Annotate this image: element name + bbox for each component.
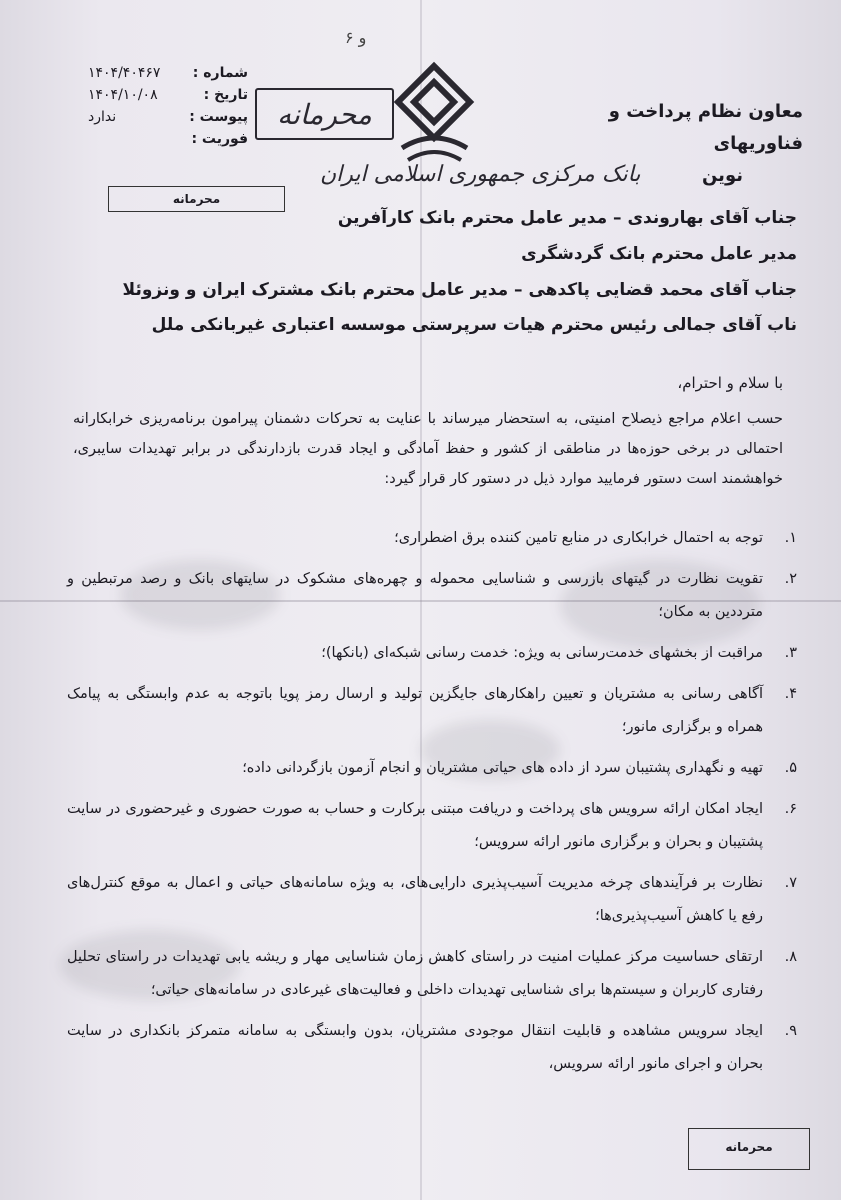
item-number: ۶. (784, 801, 797, 817)
list-item (67, 678, 797, 744)
department-title (543, 96, 803, 192)
list-item (67, 752, 797, 785)
date-label: تاریخ : (203, 87, 248, 103)
number-value: ۱۴۰۴/۴۰۴۶۷ (88, 65, 161, 81)
item-text: ایجاد امکان ارائه سرویس های پرداخت و دریافت مبتنی برکارت و حساب به صورت حضوری و غیرحضوری در سایت پشتیبان و بحران و برگزاری مانور ارائه سرویس؛ (67, 801, 763, 850)
list-item (67, 637, 797, 670)
addressee-1: جناب آقای بهاروندی – مدیر عامل محترم بانک کارآفرین (337, 208, 797, 228)
list-item (67, 563, 797, 629)
date-value: ۱۴۰۴/۱۰/۰۸ (88, 87, 158, 103)
classification-box-top: محرمانه (108, 186, 285, 212)
addressee-2: مدیر عامل محترم بانک گردشگری (521, 244, 797, 264)
item-number: ۳. (784, 645, 797, 661)
intro-paragraph: حسب اعلام مراجع ذیصلاح امنیتی، به استحضار میرساند با عنایت به تحرکات دشمنان پیرامون برنامه‌ریزی خرابکارانه احتمالی در برخی حوزه‌ها در مناطقی از کشور و حفظ آمادگی و ایجاد قدرت بازدارندگی در برابر تهدیدات سایبری، خواهشمند است دستور فرمایید موارد ذیل در دستور کار قرار گیرد: (73, 411, 783, 487)
item-text: تقویت نظارت در گیتهای بازرسی و شناسایی محموله و چهره‌های مشکوک در سایتهای بانک و رصد مرتبطین و مترددین به مکان؛ (67, 571, 763, 620)
list-item (67, 867, 797, 933)
meta-attachment (88, 106, 248, 128)
list-item (67, 1015, 797, 1081)
greeting: با سلام و احترام، (677, 374, 783, 392)
item-number: ۱. (784, 530, 797, 546)
action-items-list (67, 522, 797, 1089)
item-number: ۲. (784, 571, 797, 587)
item-text: ارتقای حساسیت مرکز عملیات امنیت در راستای کاهش زمان شناسایی مهار و ریشه یابی تهدیدات در راستای تحلیل رفتاری کاربران و سیستم‌ها برای شناسایی تهدیدات داخلی و فعالیت‌های غیرعادی در سامانه‌های حیاتی؛ (67, 949, 763, 998)
list-item (67, 793, 797, 859)
item-number: ۸. (784, 949, 797, 965)
top-mark: و ۶ (345, 28, 367, 47)
item-text: ایجاد سرویس مشاهده و قابلیت انتقال موجودی مشتریان، بدون وابستگی به سامانه متمرکز بانکداری در سایت بحران و اجرای مانور ارائه سرویس، (67, 1023, 763, 1072)
item-text: مراقبت از بخشهای خدمت‌رسانی به ویژه: خدمت رسانی شبکه‌ای (بانکها)؛ (321, 645, 763, 661)
meta-number (88, 62, 248, 84)
item-text: آگاهی رسانی به مشتریان و تعیین راهکارهای جایگزین تولید و ارسال رمز پویا باتوجه به عدم وابستگی به پیامک همراه و برگزاری مانور؛ (67, 686, 763, 735)
classification-box-bottom: محرمانه (688, 1128, 810, 1170)
item-number: ۵. (784, 760, 797, 776)
attachment-label: پیوست : (189, 109, 248, 125)
department-line2: نوین (701, 165, 743, 186)
meta-urgency (88, 128, 248, 150)
department-line1: معاون نظام پرداخت و فناوریهای (608, 101, 803, 154)
list-item (67, 941, 797, 1007)
addressee-4: ناب آقای جمالی رئیس محترم هیات سرپرستی موسسه اعتباری غیربانکی ملل (151, 315, 797, 335)
item-text: نظارت بر فرآیندهای چرخه مدیریت آسیب‌پذیری دارایی‌های، به ویژه سامانه‌های حیاتی و اعمال به موقع کنترل‌های رفع یا کاهش آسیب‌پذیری‌ها؛ (67, 875, 763, 924)
item-number: ۹. (784, 1023, 797, 1039)
bank-name: بانک مرکزی جمهوری اسلامی ایران (320, 162, 641, 187)
number-label: شماره : (192, 65, 248, 81)
central-bank-logo (392, 58, 477, 168)
item-text: تهیه و نگهداری پشتیبان سرد از داده های حیاتی مشتریان و انجام آزمون بازگردانی داده؛ (242, 760, 763, 776)
item-number: ۷. (784, 875, 797, 891)
letter-meta (88, 62, 248, 150)
urgency-label: فوریت : (191, 131, 248, 147)
confidential-stamp: محرمانه (255, 88, 394, 140)
addressee-3: جناب آقای محمد قضایی پاکدهی – مدیر عامل محترم بانک مشترک ایران و ونزوئلا (122, 280, 797, 300)
item-number: ۴. (784, 686, 797, 702)
attachment-value: ندارد (88, 109, 117, 125)
list-item (67, 522, 797, 555)
item-text: توجه به احتمال خرابکاری در منابع تامین کننده برق اضطراری؛ (394, 530, 763, 546)
meta-date (88, 84, 248, 106)
